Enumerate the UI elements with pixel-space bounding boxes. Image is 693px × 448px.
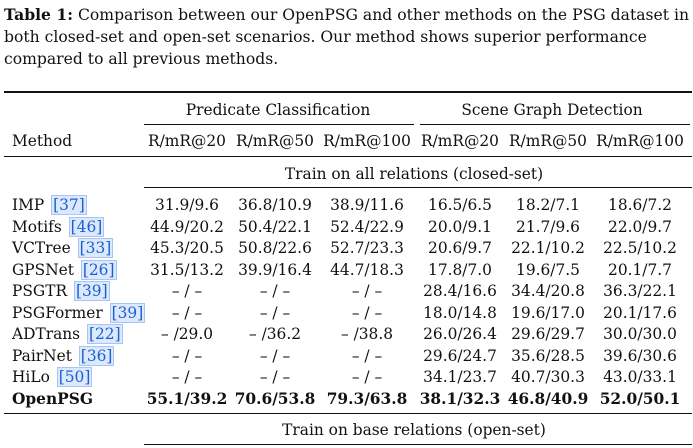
- method-name: VCTree: [12, 239, 71, 257]
- method-name: PSGTR: [12, 282, 68, 300]
- value-cell: 28.4/16.6: [423, 282, 497, 300]
- value-cell: 20.0/9.1: [428, 217, 492, 236]
- value-cell: – / –: [171, 282, 203, 300]
- method-cell: [12, 217, 104, 237]
- value-cell: 18.0/14.8: [423, 303, 497, 322]
- value-cell: 31.5/13.2: [150, 260, 224, 279]
- column-header: R/mR@20: [148, 132, 226, 150]
- citation-link[interactable]: [26]: [82, 260, 115, 279]
- group-header-sgdet: Scene Graph Detection: [461, 101, 643, 119]
- value-cell: – / –: [351, 346, 383, 365]
- value-cell: 35.6/28.5: [511, 346, 585, 365]
- value-cell: – /36.2: [248, 325, 302, 343]
- column-header: R/mR@50: [236, 132, 314, 150]
- value-cell: 44.9/20.2: [150, 217, 224, 236]
- value-cell: 29.6/29.7: [511, 325, 585, 343]
- method-name: IMP: [12, 196, 45, 214]
- value-cell: 46.8/40.9: [507, 389, 589, 408]
- value-cell: 29.6/24.7: [423, 346, 497, 365]
- value-cell: 19.6/7.5: [516, 260, 580, 279]
- method-name: OpenPSG: [12, 389, 93, 408]
- citation-link[interactable]: [39]: [75, 282, 108, 300]
- value-cell: – / –: [351, 282, 383, 300]
- value-cell: 22.1/10.2: [511, 239, 585, 257]
- method-cell: [12, 324, 123, 344]
- value-cell: 30.0/30.0: [603, 325, 677, 343]
- method-name: ADTrans: [12, 325, 81, 343]
- method-name: GPSNet: [12, 260, 74, 279]
- group-rule-predcls: [144, 124, 414, 125]
- method-header: Method: [12, 132, 73, 150]
- method-name: PairNet: [12, 346, 72, 365]
- value-cell: 38.9/11.6: [330, 196, 404, 214]
- value-cell: 22.0/9.7: [608, 217, 672, 236]
- column-header: R/mR@20: [421, 132, 499, 150]
- value-cell: – / –: [259, 368, 291, 386]
- citation-link[interactable]: [33]: [79, 239, 112, 257]
- citation-link[interactable]: [22]: [88, 325, 121, 343]
- citation-number: 50: [64, 368, 85, 386]
- citation-number: 39: [117, 303, 138, 322]
- method-name: PSGFormer: [12, 303, 103, 322]
- method-cell: [12, 303, 145, 323]
- citation-link[interactable]: [46]: [70, 217, 103, 236]
- value-cell: 55.1/39.2: [146, 389, 228, 408]
- value-cell: 21.7/9.6: [516, 217, 580, 236]
- method-cell: [12, 195, 87, 215]
- section-label-open-set: Train on base relations (open-set): [282, 421, 546, 439]
- value-cell: 20.1/7.7: [608, 260, 672, 279]
- method-cell: [12, 238, 113, 258]
- column-header: R/mR@100: [596, 132, 684, 150]
- value-cell: 43.0/33.1: [603, 368, 677, 386]
- value-cell: 36.8/10.9: [238, 196, 312, 214]
- citation-number: 37: [59, 196, 79, 214]
- table-top-rule: [4, 91, 692, 93]
- value-cell: 50.4/22.1: [238, 217, 312, 236]
- body-bottom-rule: [4, 413, 692, 414]
- group-rule-sgdet: [420, 124, 690, 125]
- value-cell: 45.3/20.5: [150, 239, 224, 257]
- value-cell: 70.6/53.8: [234, 389, 316, 408]
- column-header: R/mR@100: [323, 132, 411, 150]
- citation-number: 26: [88, 260, 109, 279]
- value-cell: 31.9/9.6: [155, 196, 219, 214]
- value-cell: 50.8/22.6: [238, 239, 312, 257]
- section-label-closed-set: Train on all relations (closed-set): [284, 165, 544, 183]
- value-cell: – /38.8: [340, 325, 394, 343]
- value-cell: 20.6/9.7: [428, 239, 492, 257]
- method-name: Motifs: [12, 217, 62, 236]
- method-cell: [12, 346, 114, 366]
- method-cell: [12, 367, 92, 387]
- method-cell: [12, 260, 117, 280]
- value-cell: 52.7/23.3: [330, 239, 404, 257]
- method-name: HiLo: [12, 368, 50, 386]
- value-cell: 19.6/17.0: [511, 303, 585, 322]
- value-cell: – / –: [171, 368, 203, 386]
- value-cell: – / –: [259, 346, 291, 365]
- value-cell: 26.0/26.4: [423, 325, 497, 343]
- value-cell: 22.5/10.2: [603, 239, 677, 257]
- citation-link[interactable]: [37]: [53, 196, 85, 214]
- value-cell: 20.1/17.6: [603, 303, 677, 322]
- citation-number: 33: [85, 239, 106, 257]
- value-cell: – / –: [259, 282, 291, 300]
- citation-link[interactable]: [50]: [58, 368, 91, 386]
- method-cell: [12, 281, 110, 301]
- value-cell: 34.4/20.8: [511, 282, 585, 300]
- column-header: R/mR@50: [509, 132, 587, 150]
- value-cell: 36.3/22.1: [603, 282, 677, 300]
- value-cell: 18.6/7.2: [608, 196, 672, 214]
- value-cell: – / –: [351, 303, 383, 322]
- value-cell: 38.1/32.3: [419, 389, 501, 408]
- value-cell: – /29.0: [160, 325, 214, 343]
- value-cell: 17.8/7.0: [428, 260, 492, 279]
- value-cell: 44.7/18.3: [330, 260, 404, 279]
- value-cell: 39.9/16.4: [238, 260, 312, 279]
- citation-number: 22: [95, 325, 115, 343]
- value-cell: 16.5/6.5: [428, 196, 492, 214]
- value-cell: 34.1/23.7: [423, 368, 497, 386]
- citation-number: 46: [76, 217, 97, 236]
- citation-number: 36: [86, 346, 107, 365]
- header-rule: [4, 156, 692, 157]
- section-rule-open-set: [144, 444, 692, 445]
- value-cell: 52.0/50.1: [599, 389, 681, 408]
- citation-number: 39: [81, 282, 102, 300]
- value-cell: 52.4/22.9: [330, 217, 404, 236]
- value-cell: – / –: [171, 303, 203, 322]
- value-cell: – / –: [171, 346, 203, 365]
- value-cell: 18.2/7.1: [516, 196, 580, 214]
- citation-link[interactable]: [36]: [80, 346, 113, 365]
- value-cell: 40.7/30.3: [511, 368, 585, 386]
- value-cell: 79.3/63.8: [326, 389, 408, 408]
- section-rule-closed-set: [144, 187, 692, 188]
- method-cell: [12, 389, 93, 409]
- value-cell: – / –: [351, 368, 383, 386]
- value-cell: – / –: [259, 303, 291, 322]
- table-caption: [4, 4, 690, 70]
- group-header-predcls: Predicate Classification: [185, 101, 371, 119]
- citation-link[interactable]: [39]: [111, 303, 144, 322]
- caption-text: Comparison between our OpenPSG and other methods on the PSG dataset in both closed-set and open-set scenarios. Our method shows superior performance compared to all previous methods.: [4, 6, 690, 68]
- value-cell: 39.6/30.6: [603, 346, 677, 365]
- caption-label: Table 1:: [4, 5, 73, 24]
